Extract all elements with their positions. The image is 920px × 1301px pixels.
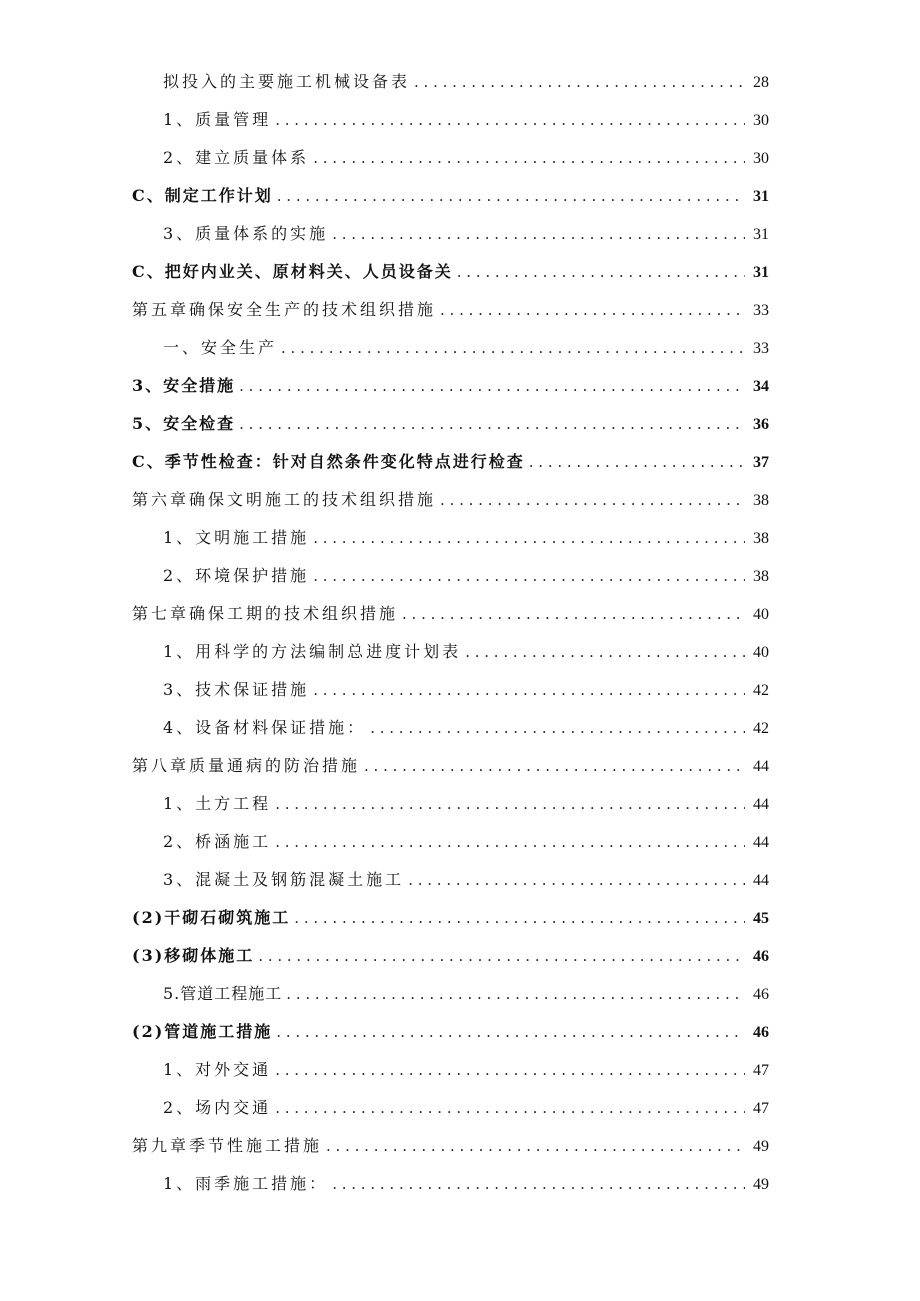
toc-entry-line [132, 943, 769, 966]
toc-entry-line [163, 715, 769, 738]
toc-entry-label: 5、安全检查 [132, 414, 236, 433]
toc-dot-leader [294, 909, 745, 927]
toc-entry[interactable] [0, 1049, 920, 1087]
toc-entry-label: 第五章确保安全生产的技术组织措施 [132, 300, 437, 319]
toc-entry-page-number: 44 [753, 758, 769, 775]
toc-entry-label: 2、环境保护措施 [163, 566, 310, 585]
toc-entry-line [132, 411, 769, 434]
toc-dot-leader [275, 1061, 745, 1079]
toc-entry-line [163, 145, 769, 168]
toc-dot-leader [286, 985, 745, 1003]
toc-entry-line [132, 1133, 769, 1156]
toc-entry[interactable] [0, 1087, 920, 1125]
toc-dot-leader [275, 111, 745, 129]
toc-entry-page-number: 47 [753, 1062, 769, 1079]
toc-entry-line [163, 1171, 769, 1194]
toc-dot-leader [414, 73, 745, 91]
toc-entry[interactable] [0, 99, 920, 137]
toc-entry[interactable] [0, 821, 920, 859]
toc-entry-label: 第九章季节性施工措施 [132, 1136, 323, 1155]
toc-dot-leader [529, 453, 745, 471]
toc-entry[interactable] [0, 783, 920, 821]
toc-entry-label: 第七章确保工期的技术组织措施 [132, 604, 399, 623]
toc-entry-page-number: 46 [753, 948, 769, 965]
toc-dot-leader [313, 681, 745, 699]
toc-entry-line [132, 297, 769, 320]
toc-entry[interactable] [0, 897, 920, 935]
toc-dot-leader [313, 149, 745, 167]
toc-entry-label: (3)移砌体施工 [132, 946, 255, 965]
toc-entry-label: 1、土方工程 [163, 794, 272, 813]
toc-entry-page-number: 42 [753, 720, 769, 737]
toc-entry-page-number: 30 [753, 112, 769, 129]
toc-entry-page-number: 49 [753, 1176, 769, 1193]
toc-dot-leader [465, 643, 745, 661]
toc-entry[interactable] [0, 631, 920, 669]
toc-entry-line [132, 259, 769, 282]
toc-dot-leader [370, 719, 745, 737]
toc-entry[interactable] [0, 859, 920, 897]
toc-entry-page-number: 44 [753, 872, 769, 889]
toc-entry[interactable] [0, 707, 920, 745]
toc-entry[interactable] [0, 213, 920, 251]
toc-entry[interactable] [0, 403, 920, 441]
toc-entry[interactable] [0, 289, 920, 327]
toc-entry[interactable] [0, 1125, 920, 1163]
toc-entry-page-number: 46 [753, 1024, 769, 1041]
toc-entry-page-number: 31 [753, 264, 769, 281]
toc-entry-page-number: 38 [753, 568, 769, 585]
toc-dot-leader [275, 1099, 745, 1117]
toc-entry-page-number: 28 [753, 74, 769, 91]
toc-entry[interactable] [0, 137, 920, 175]
toc-entry-line [163, 867, 769, 890]
toc-entry-page-number: 49 [753, 1138, 769, 1155]
toc-entry[interactable] [0, 1011, 920, 1049]
toc-entry-page-number: 38 [753, 492, 769, 509]
toc-dot-leader [408, 871, 745, 889]
toc-entry-label: 1、对外交通 [163, 1060, 272, 1079]
toc-entry-label: C、把好内业关、原材料关、人员设备关 [132, 262, 453, 281]
toc-entry-label: 4、设备材料保证措施： [163, 718, 367, 737]
toc-entry-page-number: 31 [753, 188, 769, 205]
toc-entry-line [163, 563, 769, 586]
toc-entry-line [132, 753, 769, 776]
toc-dot-leader [402, 605, 745, 623]
toc-entry-label: 1、质量管理 [163, 110, 272, 129]
toc-dot-leader [332, 1175, 745, 1193]
toc-entry-label: (2)管道施工措施 [132, 1022, 273, 1041]
toc-entry[interactable] [0, 935, 920, 973]
toc-dot-leader [277, 187, 745, 205]
toc-entry[interactable] [0, 327, 920, 365]
toc-entry-line [132, 183, 769, 206]
toc-dot-leader [440, 491, 745, 509]
toc-entry-line [132, 449, 769, 472]
toc-entry-label: 3、混凝土及钢筋混凝土施工 [163, 870, 405, 889]
toc-entry[interactable] [0, 745, 920, 783]
toc-entry-line [132, 601, 769, 624]
toc-entry-page-number: 45 [753, 910, 769, 927]
toc-dot-leader [239, 377, 745, 395]
toc-entry-label: 3、技术保证措施 [163, 680, 310, 699]
toc-entry-label: 1、雨季施工措施： [163, 1174, 329, 1193]
toc-dot-leader [326, 1137, 745, 1155]
toc-entry-line [163, 1095, 769, 1118]
toc-entry-page-number: 36 [753, 416, 769, 433]
toc-entry-label: 2、建立质量体系 [163, 148, 310, 167]
toc-entry-line [132, 1019, 769, 1042]
toc-entry-line [163, 69, 769, 92]
toc-entry-label: 3、质量体系的实施 [163, 224, 329, 243]
toc-entry[interactable] [0, 973, 920, 1011]
toc-entry-line [163, 677, 769, 700]
toc-entry-line [163, 1057, 769, 1080]
toc-entry-line [163, 981, 769, 1004]
toc-entry-page-number: 31 [753, 226, 769, 243]
toc-entry-page-number: 40 [753, 644, 769, 661]
toc-entry-page-number: 33 [753, 302, 769, 319]
toc-dot-leader [239, 415, 745, 433]
toc-entry-label: 5.管道工程施工 [163, 984, 283, 1003]
toc-entry-line [132, 487, 769, 510]
toc-entry-page-number: 46 [753, 986, 769, 1003]
toc-entry-label: 1、用科学的方法编制总进度计划表 [163, 642, 462, 661]
toc-entry[interactable] [0, 669, 920, 707]
toc-entry-label: 2、桥涵施工 [163, 832, 272, 851]
toc-dot-leader [457, 263, 745, 281]
toc-entry[interactable] [0, 517, 920, 555]
toc-entry-page-number: 33 [753, 340, 769, 357]
toc-entry-label: C、季节性检查：针对自然条件变化特点进行检查 [132, 452, 525, 471]
toc-entry-page-number: 44 [753, 834, 769, 851]
toc-entry-label: 3、安全措施 [132, 376, 236, 395]
toc-entry-page-number: 38 [753, 530, 769, 547]
toc-entry-line [132, 905, 769, 928]
toc-entry-page-number: 40 [753, 606, 769, 623]
toc-entry-label: 1、文明施工措施 [163, 528, 310, 547]
toc-entry-line [163, 525, 769, 548]
toc-entry[interactable] [0, 61, 920, 99]
toc-dot-leader [258, 947, 745, 965]
toc-entry-page-number: 30 [753, 150, 769, 167]
toc-entry-page-number: 44 [753, 796, 769, 813]
toc-dot-leader [332, 225, 745, 243]
toc-entry[interactable] [0, 175, 920, 213]
toc-entry-label: C、制定工作计划 [132, 186, 273, 205]
toc-dot-leader [275, 795, 745, 813]
toc-entry-page-number: 34 [753, 378, 769, 395]
toc-entry-label: 拟投入的主要施工机械设备表 [163, 72, 411, 91]
toc-entry-page-number: 37 [753, 454, 769, 471]
toc-dot-leader [313, 567, 745, 585]
toc-entry[interactable] [0, 593, 920, 631]
toc-dot-leader [364, 757, 745, 775]
toc-dot-leader [275, 833, 745, 851]
toc-entry-label: 一、安全生产 [163, 338, 278, 357]
table-of-contents [0, 61, 920, 1201]
toc-dot-leader [281, 339, 745, 357]
toc-entry[interactable] [0, 1163, 920, 1201]
toc-entry-line [132, 373, 769, 396]
toc-entry-page-number: 42 [753, 682, 769, 699]
toc-entry-label: 第六章确保文明施工的技术组织措施 [132, 490, 437, 509]
toc-entry[interactable] [0, 251, 920, 289]
toc-dot-leader [276, 1023, 745, 1041]
toc-entry-line [163, 791, 769, 814]
toc-entry-line [163, 221, 769, 244]
toc-entry-line [163, 639, 769, 662]
toc-entry-line [163, 829, 769, 852]
toc-entry-page-number: 47 [753, 1100, 769, 1117]
toc-entry-label: 2、场内交通 [163, 1098, 272, 1117]
toc-dot-leader [313, 529, 745, 547]
toc-entry-label: 第八章质量通病的防治措施 [132, 756, 361, 775]
toc-entry-line [163, 107, 769, 130]
toc-entry[interactable] [0, 479, 920, 517]
toc-entry[interactable] [0, 555, 920, 593]
toc-entry[interactable] [0, 441, 920, 479]
toc-dot-leader [440, 301, 745, 319]
toc-entry-line [163, 335, 769, 358]
toc-entry[interactable] [0, 365, 920, 403]
toc-entry-label: (2)干砌石砌筑施工 [132, 908, 291, 927]
